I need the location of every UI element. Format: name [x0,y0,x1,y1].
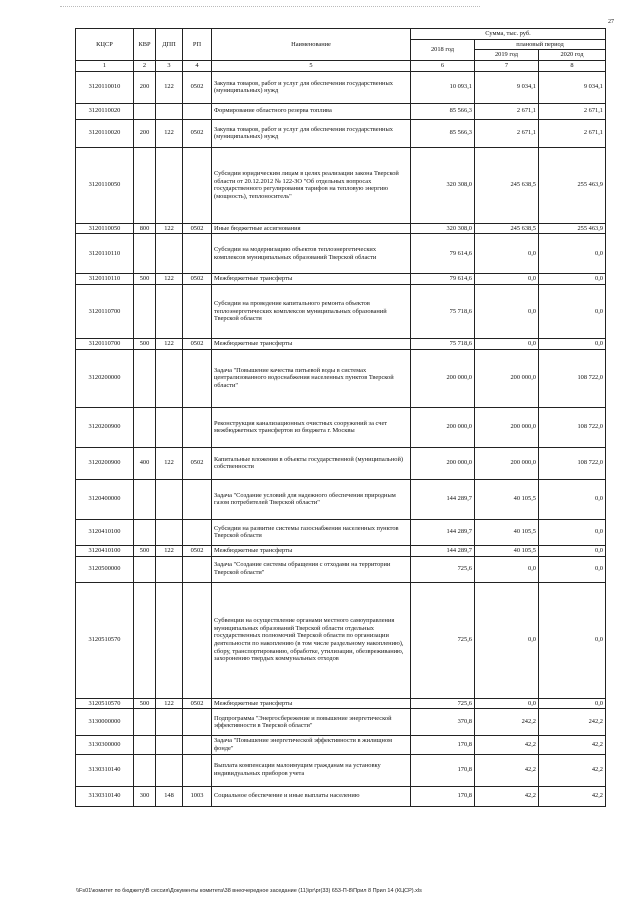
table-body [76,71,606,806]
rp-cell [183,709,212,736]
name-cell: Иные бюджетные ассигнования [212,223,411,234]
kcsr-cell: 3120200000 [76,349,134,407]
header-dpp: ДПП [156,29,183,61]
amount-2019-cell: 200 000,0 [475,447,539,479]
table-row [76,407,606,447]
dpp-cell: 122 [156,223,183,234]
header-year-2019: 2019 год [475,50,539,61]
table-row [76,71,606,103]
column-number: 3 [156,61,183,72]
kvr-cell [134,147,156,223]
kcsr-cell: 3130310140 [76,786,134,806]
amount-2020-cell: 0,0 [539,339,606,350]
header-kvr: КВР [134,29,156,61]
table-row [76,234,606,274]
name-cell: Межбюджетные трансферты [212,274,411,285]
amount-2020-cell: 0,0 [539,285,606,339]
kvr-cell [134,349,156,407]
column-number: 7 [475,61,539,72]
dpp-cell [156,519,183,545]
dpp-cell: 122 [156,698,183,709]
kcsr-cell: 3120410100 [76,545,134,556]
rp-cell: 0502 [183,339,212,350]
amount-2020-cell: 108 722,0 [539,349,606,407]
kcsr-cell: 3120500000 [76,556,134,582]
header-rp: РП [183,29,212,61]
name-cell: Выплата компенсации малоимущим гражданам на установку индивидуальных приборов учета [212,754,411,786]
header-year-2020: 2020 год [539,50,606,61]
kcsr-cell: 3120110110 [76,274,134,285]
kvr-cell [134,709,156,736]
rp-cell [183,736,212,754]
column-number: 1 [76,61,134,72]
name-cell: Субсидии на модернизацию объектов теплоэнергетических комплексов муниципальных образований Тверской области [212,234,411,274]
amount-2018-cell: 144 289,7 [411,479,475,519]
dpp-cell: 122 [156,274,183,285]
rp-cell: 0502 [183,698,212,709]
name-cell: Закупка товаров, работ и услуг для обеспечения государственных (муниципальных) нужд [212,71,411,103]
table-row [76,736,606,754]
dpp-cell: 122 [156,447,183,479]
amount-2018-cell: 725,6 [411,556,475,582]
table-row [76,786,606,806]
kcsr-cell: 3120110700 [76,285,134,339]
header-year-2018: 2018 год [411,39,475,60]
column-number-row [76,61,606,72]
kcsr-cell: 3120110020 [76,103,134,119]
file-path-footer: \\Fs01\комитет по бюджету\В сессия\Документы комитета\38 внеочередное заседание (11)\pr\pr(33) 653-П-8\Прил 8 Прил 14 (КЦСР).xls [76,888,422,894]
table-row [76,147,606,223]
name-cell: Субсидии юридическим лицам в целях реализации закона Тверской области от 20.12.2012 № 122-ЗО "Об отдельных вопросах государственного регулирования тарифов на тепловую энергию (мощность), теплоноситель" [212,147,411,223]
kvr-cell: 500 [134,274,156,285]
kcsr-cell: 3120510570 [76,698,134,709]
header-name: Наименование [212,29,411,61]
kvr-cell: 500 [134,698,156,709]
amount-2018-cell: 79 614,6 [411,234,475,274]
kcsr-cell: 3120510570 [76,582,134,698]
amount-2018-cell: 725,6 [411,698,475,709]
header-planned-period: плановый период [475,39,606,50]
name-cell: Формирование областного резерва топлива [212,103,411,119]
amount-2018-cell: 85 566,3 [411,103,475,119]
kcsr-cell: 3120410100 [76,519,134,545]
dpp-cell [156,582,183,698]
name-cell: Капитальные вложения в объекты государственной (муниципальной) собственности [212,447,411,479]
table-row [76,479,606,519]
dpp-cell [156,556,183,582]
name-cell: Межбюджетные трансферты [212,698,411,709]
amount-2020-cell: 255 463,9 [539,223,606,234]
dpp-cell [156,349,183,407]
table-row [76,447,606,479]
amount-2018-cell: 170,8 [411,754,475,786]
kvr-cell [134,479,156,519]
kvr-cell: 800 [134,223,156,234]
kvr-cell: 500 [134,545,156,556]
amount-2018-cell: 10 093,1 [411,71,475,103]
kcsr-cell: 3130310140 [76,754,134,786]
rp-cell [183,754,212,786]
name-cell: Субвенции на осуществление органами местного самоуправления муниципальных образований Тверской области отдельных государственных полномочий Тверской области по организации деятельности по накоплению (в том числе раздельному накоплению), сбору, транспортированию, обработке, утилизации, обезвреживанию, захоронению твердых коммунальных отходов [212,582,411,698]
kcsr-cell: 3120400000 [76,479,134,519]
rp-cell: 0502 [183,223,212,234]
kcsr-cell: 3120200900 [76,447,134,479]
rp-cell: 0502 [183,274,212,285]
amount-2020-cell: 2 671,1 [539,119,606,147]
column-number: 4 [183,61,212,72]
rp-cell [183,349,212,407]
amount-2019-cell: 40 105,5 [475,519,539,545]
dpp-cell: 148 [156,786,183,806]
dpp-cell [156,103,183,119]
kcsr-cell: 3120110020 [76,119,134,147]
kvr-cell [134,407,156,447]
header-sum: Сумма, тыс. руб. [411,29,606,40]
table-row [76,556,606,582]
kvr-cell [134,582,156,698]
rp-cell: 0502 [183,447,212,479]
kvr-cell [134,736,156,754]
dpp-cell [156,479,183,519]
amount-2018-cell: 320 308,0 [411,223,475,234]
table-row [76,519,606,545]
name-cell: Межбюджетные трансферты [212,545,411,556]
kcsr-cell: 3120110010 [76,71,134,103]
table-row [76,582,606,698]
kcsr-cell: 3120200900 [76,407,134,447]
amount-2018-cell: 144 289,7 [411,519,475,545]
amount-2019-cell: 0,0 [475,556,539,582]
rp-cell [183,556,212,582]
amount-2020-cell: 0,0 [539,234,606,274]
table-row [76,698,606,709]
amount-2020-cell: 0,0 [539,479,606,519]
amount-2018-cell: 200 000,0 [411,447,475,479]
amount-2019-cell: 245 638,5 [475,147,539,223]
amount-2019-cell: 0,0 [475,285,539,339]
amount-2018-cell: 75 718,6 [411,339,475,350]
rp-cell: 0502 [183,71,212,103]
amount-2018-cell: 170,8 [411,786,475,806]
rp-cell: 0502 [183,119,212,147]
kcsr-cell: 3130000000 [76,709,134,736]
name-cell: Субсидии на проведение капитального ремонта объектов теплоэнергетических комплексов муниципальных образований Тверской области [212,285,411,339]
amount-2018-cell: 75 718,6 [411,285,475,339]
amount-2020-cell: 9 034,1 [539,71,606,103]
dpp-cell: 122 [156,119,183,147]
name-cell: Задача "Создание системы обращения с отходами на территории Тверской области" [212,556,411,582]
dpp-cell [156,407,183,447]
dpp-cell [156,234,183,274]
table-row [76,103,606,119]
table-row [76,339,606,350]
table-row [76,223,606,234]
amount-2019-cell: 42,2 [475,736,539,754]
amount-2020-cell: 242,2 [539,709,606,736]
amount-2019-cell: 40 105,5 [475,545,539,556]
amount-2019-cell: 245 638,5 [475,223,539,234]
kvr-cell [134,234,156,274]
name-cell: Закупка товаров, работ и услуг для обеспечения государственных (муниципальных) нужд [212,119,411,147]
kcsr-cell: 3120110110 [76,234,134,274]
dpp-cell [156,285,183,339]
rp-cell [183,407,212,447]
rp-cell: 0502 [183,545,212,556]
table-row [76,119,606,147]
amount-2018-cell: 320 308,0 [411,147,475,223]
amount-2019-cell: 200 000,0 [475,349,539,407]
amount-2019-cell: 242,2 [475,709,539,736]
rp-cell [183,519,212,545]
rp-cell [183,234,212,274]
name-cell: Задача "Повышение качества питьевой воды в системах централизованного водоснабжения населенных пунктов Тверской области" [212,349,411,407]
amount-2020-cell: 0,0 [539,698,606,709]
amount-2018-cell: 170,8 [411,736,475,754]
amount-2019-cell: 0,0 [475,339,539,350]
rp-cell [183,285,212,339]
name-cell: Социальное обеспечение и иные выплаты населению [212,786,411,806]
amount-2018-cell: 370,8 [411,709,475,736]
name-cell: Подпрограмма "Энергосбережение и повышение энергетической эффективности в Тверской области" [212,709,411,736]
amount-2020-cell: 42,2 [539,736,606,754]
amount-2019-cell: 2 671,1 [475,119,539,147]
table-row [76,285,606,339]
amount-2018-cell: 200 000,0 [411,349,475,407]
kcsr-cell: 3120110050 [76,147,134,223]
name-cell: Межбюджетные трансферты [212,339,411,350]
kvr-cell: 300 [134,786,156,806]
column-number: 8 [539,61,606,72]
table-row [76,545,606,556]
kvr-cell [134,103,156,119]
budget-table [75,28,606,807]
kvr-cell [134,519,156,545]
amount-2018-cell: 200 000,0 [411,407,475,447]
amount-2018-cell: 725,6 [411,582,475,698]
kvr-cell: 400 [134,447,156,479]
amount-2019-cell: 200 000,0 [475,407,539,447]
column-number: 6 [411,61,475,72]
dpp-cell [156,736,183,754]
column-number: 2 [134,61,156,72]
amount-2020-cell: 0,0 [539,274,606,285]
kcsr-cell: 3130300000 [76,736,134,754]
amount-2018-cell: 79 614,6 [411,274,475,285]
amount-2020-cell: 108 722,0 [539,447,606,479]
amount-2019-cell: 0,0 [475,234,539,274]
amount-2019-cell: 42,2 [475,786,539,806]
amount-2020-cell: 0,0 [539,545,606,556]
page-number: 27 [608,19,614,25]
kvr-cell: 200 [134,119,156,147]
amount-2018-cell: 85 566,3 [411,119,475,147]
kcsr-cell: 3120110700 [76,339,134,350]
kvr-cell [134,754,156,786]
amount-2019-cell: 9 034,1 [475,71,539,103]
table-row [76,754,606,786]
kcsr-cell: 3120110050 [76,223,134,234]
amount-2019-cell: 40 105,5 [475,479,539,519]
amount-2020-cell: 0,0 [539,556,606,582]
header-kcsr: КЦСР [76,29,134,61]
kvr-cell: 200 [134,71,156,103]
table-row [76,274,606,285]
dpp-cell [156,147,183,223]
table-row [76,709,606,736]
kvr-cell [134,285,156,339]
amount-2020-cell: 42,2 [539,786,606,806]
amount-2020-cell: 255 463,9 [539,147,606,223]
amount-2019-cell: 0,0 [475,698,539,709]
name-cell: Задача "Создание условий для надежного обеспечения природным газом потребителей Тверской области" [212,479,411,519]
rp-cell [183,479,212,519]
rp-cell: 1003 [183,786,212,806]
table-row [76,349,606,407]
dpp-cell [156,754,183,786]
rp-cell [183,582,212,698]
amount-2019-cell: 0,0 [475,274,539,285]
amount-2019-cell: 0,0 [475,582,539,698]
dpp-cell: 122 [156,545,183,556]
name-cell: Субсидии на развитие системы газоснабжения населенных пунктов Тверской области [212,519,411,545]
amount-2020-cell: 108 722,0 [539,407,606,447]
column-number: 5 [212,61,411,72]
kvr-cell: 500 [134,339,156,350]
name-cell: Задача "Повышение энергетической эффективности в жилищном фонде" [212,736,411,754]
name-cell: Реконструкция канализационных очистных сооружений за счет межбюджетных трансфертов из бюджета г. Москвы [212,407,411,447]
dpp-cell: 122 [156,339,183,350]
amount-2018-cell: 144 289,7 [411,545,475,556]
dpp-cell [156,709,183,736]
amount-2019-cell: 2 671,1 [475,103,539,119]
kvr-cell [134,556,156,582]
rp-cell [183,147,212,223]
scan-edge-line [60,6,480,8]
rp-cell [183,103,212,119]
amount-2020-cell: 42,2 [539,754,606,786]
amount-2020-cell: 2 671,1 [539,103,606,119]
amount-2019-cell: 42,2 [475,754,539,786]
amount-2020-cell: 0,0 [539,582,606,698]
amount-2020-cell: 0,0 [539,519,606,545]
dpp-cell: 122 [156,71,183,103]
